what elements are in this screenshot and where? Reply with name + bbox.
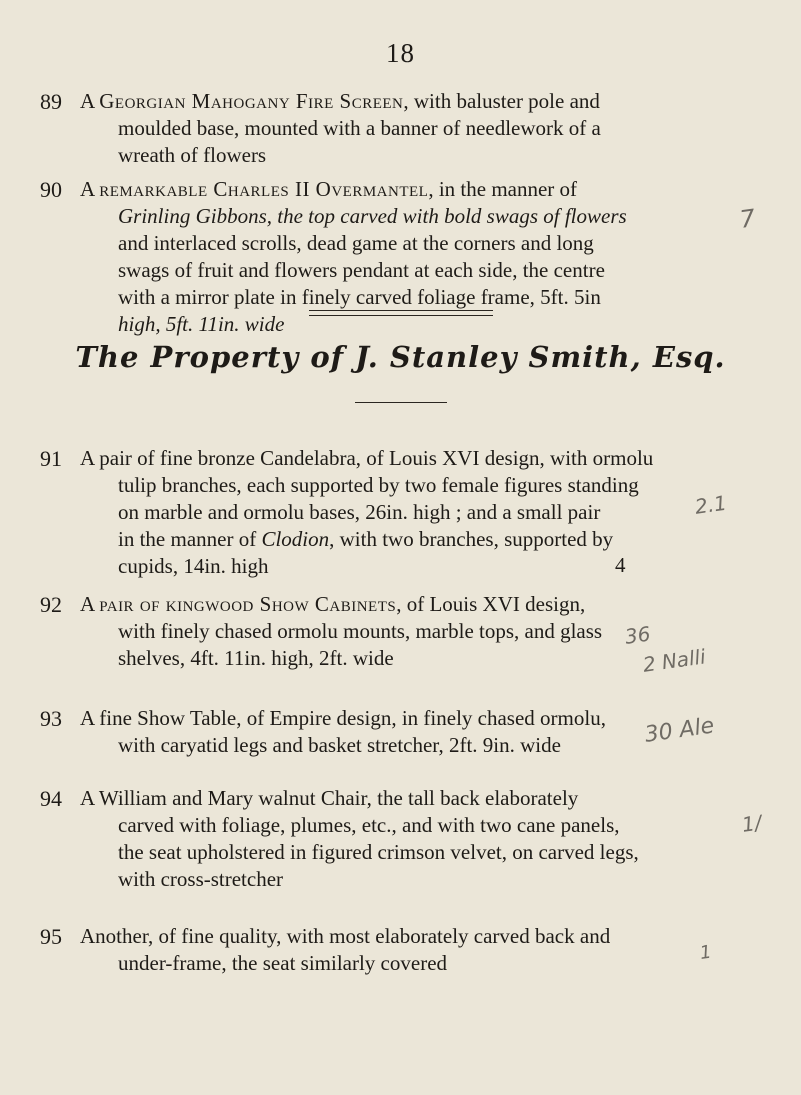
- lot-number: 91: [40, 446, 62, 471]
- lot-line: on marble and ormolu bases, 26in. high ; and a small pair: [118, 500, 601, 524]
- pencil-annotation: 2.1: [693, 490, 729, 519]
- lot-trailing-number: 4: [615, 553, 626, 577]
- lot-line: wreath of flowers: [118, 143, 267, 167]
- artist-name: Clodion: [261, 527, 330, 551]
- lot-line: A Georgian Mahogany Fire Screen, with baluster pole and: [80, 89, 600, 113]
- section-heading: The Property of J. Stanley Smith, Esq.: [75, 340, 726, 374]
- lot-line: cupids, 14in. high: [118, 554, 269, 578]
- lot-description: [80, 923, 730, 977]
- lot-number: 94: [40, 786, 62, 811]
- lot-line: A pair of fine bronze Candelabra, of Louis XVI design, with ormolu: [80, 446, 654, 470]
- pencil-annotation: 7: [738, 204, 758, 234]
- lot-title: pair of kingwood Show Cabinets: [99, 592, 397, 616]
- lot-line: with finely chased ormolu mounts, marble tops, and glass: [118, 619, 603, 643]
- lot-description: [80, 445, 730, 580]
- lot-title: Georgian Mahogany Fire Screen: [99, 89, 404, 113]
- lot-line: A remarkable Charles II Overmantel, in the manner of: [80, 177, 578, 201]
- lot-line: the seat upholstered in figured crimson velvet, on carved legs,: [118, 840, 639, 864]
- lot-description: [80, 705, 730, 759]
- lot-line: A William and Mary walnut Chair, the tall back elaborately: [80, 786, 579, 810]
- lot-line: carved with foliage, plumes, etc., and with two cane panels,: [118, 813, 620, 837]
- lot-number: 90: [40, 177, 62, 202]
- lot-number: 89: [40, 89, 62, 114]
- lot-line: high, 5ft. 11in. wide: [118, 312, 285, 336]
- lot-line: with cross-stretcher: [118, 867, 284, 891]
- lot-line: Grinling Gibbons, the top carved with bold swags of flowers: [118, 204, 627, 228]
- lot-line: moulded base, mounted with a banner of needlework of a: [118, 116, 601, 140]
- lot-line: with caryatid legs and basket stretcher, 2ft. 9in. wide: [118, 733, 561, 757]
- double-rule-divider: [309, 310, 493, 316]
- lot-number: 95: [40, 924, 62, 949]
- lot-line: A pair of kingwood Show Cabinets, of Louis XVI design,: [80, 592, 586, 616]
- lot-number: 92: [40, 592, 62, 617]
- pencil-annotation: 1/: [740, 810, 763, 837]
- lot-line: A fine Show Table, of Empire design, in finely chased ormolu,: [80, 706, 606, 730]
- pencil-annotation: 2 Nalli: [641, 644, 708, 677]
- lot-number: 93: [40, 706, 62, 731]
- pencil-annotation: 1: [698, 941, 713, 964]
- lot-title: remarkable Charles II Overmantel: [99, 177, 429, 201]
- lot-line: swags of fruit and flowers pendant at each side, the centre: [118, 258, 605, 282]
- lot-line: in the manner of Clodion, with two branches, supported by: [118, 527, 614, 551]
- lot-line: with a mirror plate in finely carved foliage frame, 5ft. 5in: [118, 285, 601, 309]
- lot-line: tulip branches, each supported by two female figures standing: [118, 473, 639, 497]
- lot-description: [80, 88, 730, 169]
- rule-divider: [355, 402, 447, 403]
- lot-line: Another, of fine quality, with most elaborately carved back and: [80, 924, 611, 948]
- lot-description: [80, 785, 730, 893]
- page-number: 18: [386, 38, 415, 68]
- lot-line: and interlaced scrolls, dead game at the corners and long: [118, 231, 594, 255]
- pencil-annotation: 36: [623, 621, 652, 649]
- pencil-annotation: 30 Ale: [643, 713, 716, 748]
- lot-line: shelves, 4ft. 11in. high, 2ft. wide: [118, 646, 394, 670]
- lot-line: under-frame, the seat similarly covered: [118, 951, 448, 975]
